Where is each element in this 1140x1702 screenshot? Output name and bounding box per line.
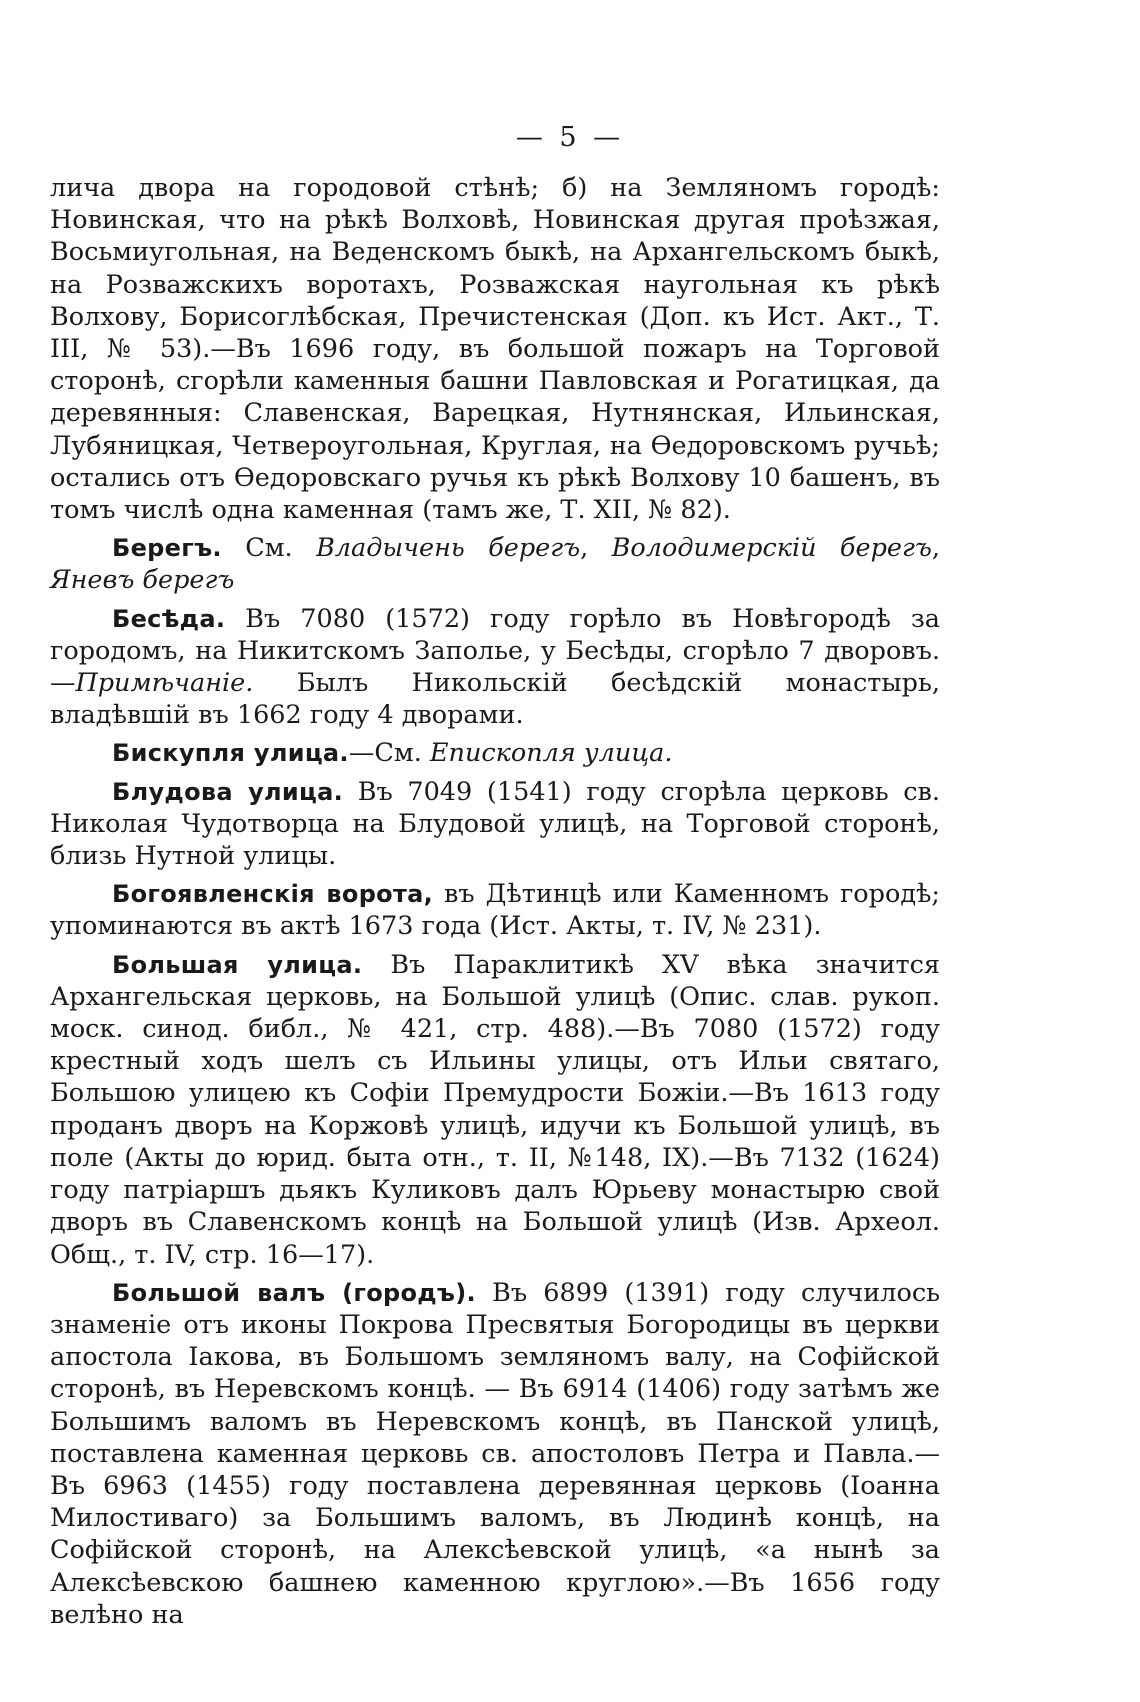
entry-reference-italic: Епископля улица. xyxy=(429,738,673,769)
dictionary-entry xyxy=(50,878,940,942)
entry-reference-italic: Володимерскій берегъ xyxy=(611,533,932,564)
entry-headword: Большая улица. xyxy=(112,950,363,979)
entry-headword: Берегъ. xyxy=(112,534,222,563)
entry-text: , xyxy=(580,533,612,564)
entry-text: Былъ Никольскій бесѣдскій монастырь, владѣвшій въ 1662 году 4 дворами. xyxy=(50,668,940,731)
dictionary-entry xyxy=(50,949,940,1271)
intro-paragraph: лича двора на городовой стѣнѣ; б) на Земляномъ городѣ: Новинская, что на рѣкѣ Волховѣ, Новинская другая проѣзжая, Восьмиугольная, на Веденскомъ быкѣ, на Архангельскомъ быкѣ, на Розважскихъ воротахъ, Розважская наугольная къ рѣкѣ Волхову, Борисоглѣбская, Пречистенская (Доп. къ Ист. Акт., Т. III, № 53).—Въ 1696 году, въ большой пожаръ на Торговой сторонѣ, сгорѣли каменныя башни Павловская и Рогатицкая, да деревянныя: Славенская, Варецкая, Нутнянская, Ильинская, Лубяницкая, Четвероугольная, Круглая, на Ѳедоровскомъ ручьѣ; остались отъ Ѳедоровскаго ручья къ рѣкѣ Волхову 10 башенъ, въ томъ числѣ одна каменная (тамъ же, Т. XII, № 82). xyxy=(50,173,940,526)
entry-text: Въ 6899 (1391) году случилось знаменіе отъ иконы Покрова Пресвятыя Богородицы въ церкви апостола Іакова, въ Большомъ земляномъ валу, на Софійской сторонѣ, въ Неревскомъ концѣ. — Въ 6914 (1406) году затѣмъ же Большимъ валомъ въ Неревскомъ концѣ, въ Панской улицѣ, поставлена каменная церковь св. апостоловъ Петра и Павла.—Въ 6963 (1455) году поставлена деревянная церковь (Іоанна Милостиваго) за Большимъ валомъ, въ Людинѣ концѣ, на Софійской сторонѣ, на Алексѣевской улицѣ, «а нынѣ за Алексѣевскою башнею каменною круглою».—Въ 1656 году велѣно на xyxy=(50,1277,940,1630)
entry-text: —См. xyxy=(348,738,430,769)
entry-reference-italic: Владычень берегъ xyxy=(316,533,581,564)
entry-text: , xyxy=(931,533,940,564)
entry-reference-italic: Яневъ берегъ xyxy=(50,565,235,596)
entry-reference-italic: Примѣчаніе. xyxy=(75,668,254,699)
dictionary-entry xyxy=(50,603,940,732)
entry-text: Въ Параклитикѣ XV вѣка значится Архангельская церковь, на Большой улицѣ (Опис. слав. рукоп. моск. синод. библ., № 421, стр. 488).—Въ 7080 (1572) году крестный ходъ шелъ съ Ильины улицы, отъ Ильи святаго, Большою улицею къ Софіи Премудрости Божіи.—Въ 1613 году проданъ дворъ на Коржовѣ улицѣ, идучи къ Большой улицѣ, въ поле (Акты до юрид. быта отн., т. II, №148, IX).—Въ 7132 (1624) году патріаршъ дьякъ Куликовъ далъ Юрьеву монастырю свой дворъ въ Славенскомъ концѣ на Большой улицѣ (Изв. Археол. Общ., т. IV, стр. 16—17). xyxy=(50,949,941,1270)
page-number: — 5 — xyxy=(515,122,625,153)
entry-headword: Богоявленскія ворота, xyxy=(112,880,434,909)
entry-headword: Бискупля улица. xyxy=(112,739,349,768)
entry-headword: Блудова улица. xyxy=(112,777,344,806)
entry-headword: Большой валъ (городъ). xyxy=(112,1278,476,1307)
entry-headword: Бесѣда. xyxy=(112,604,226,633)
dictionary-entry xyxy=(50,737,940,769)
entry-text: Въ 7080 (1572) году горѣло въ Новѣгородѣ за городомъ, на Никитскомъ Заполье, у Бесѣды, сгорѣло 7 дворовъ.— xyxy=(50,603,940,699)
dictionary-entries xyxy=(50,532,940,1631)
entry-text: См. xyxy=(221,533,317,564)
page-text xyxy=(50,172,940,1631)
dictionary-entry xyxy=(50,532,940,596)
entry-text: въ Дѣтинцѣ или Каменномъ городѣ; упоминаются въ актѣ 1673 года (Ист. Акты, т. IV, № 231). xyxy=(50,879,941,942)
entry-text: Въ 7049 (1541) году сгорѣла церковь св. Николая Чудотворца на Блудовой улицѣ, на Торговой сторонѣ, близь Нутной улицы. xyxy=(50,776,941,872)
dictionary-entry xyxy=(50,1277,940,1631)
dictionary-entry xyxy=(50,776,940,873)
